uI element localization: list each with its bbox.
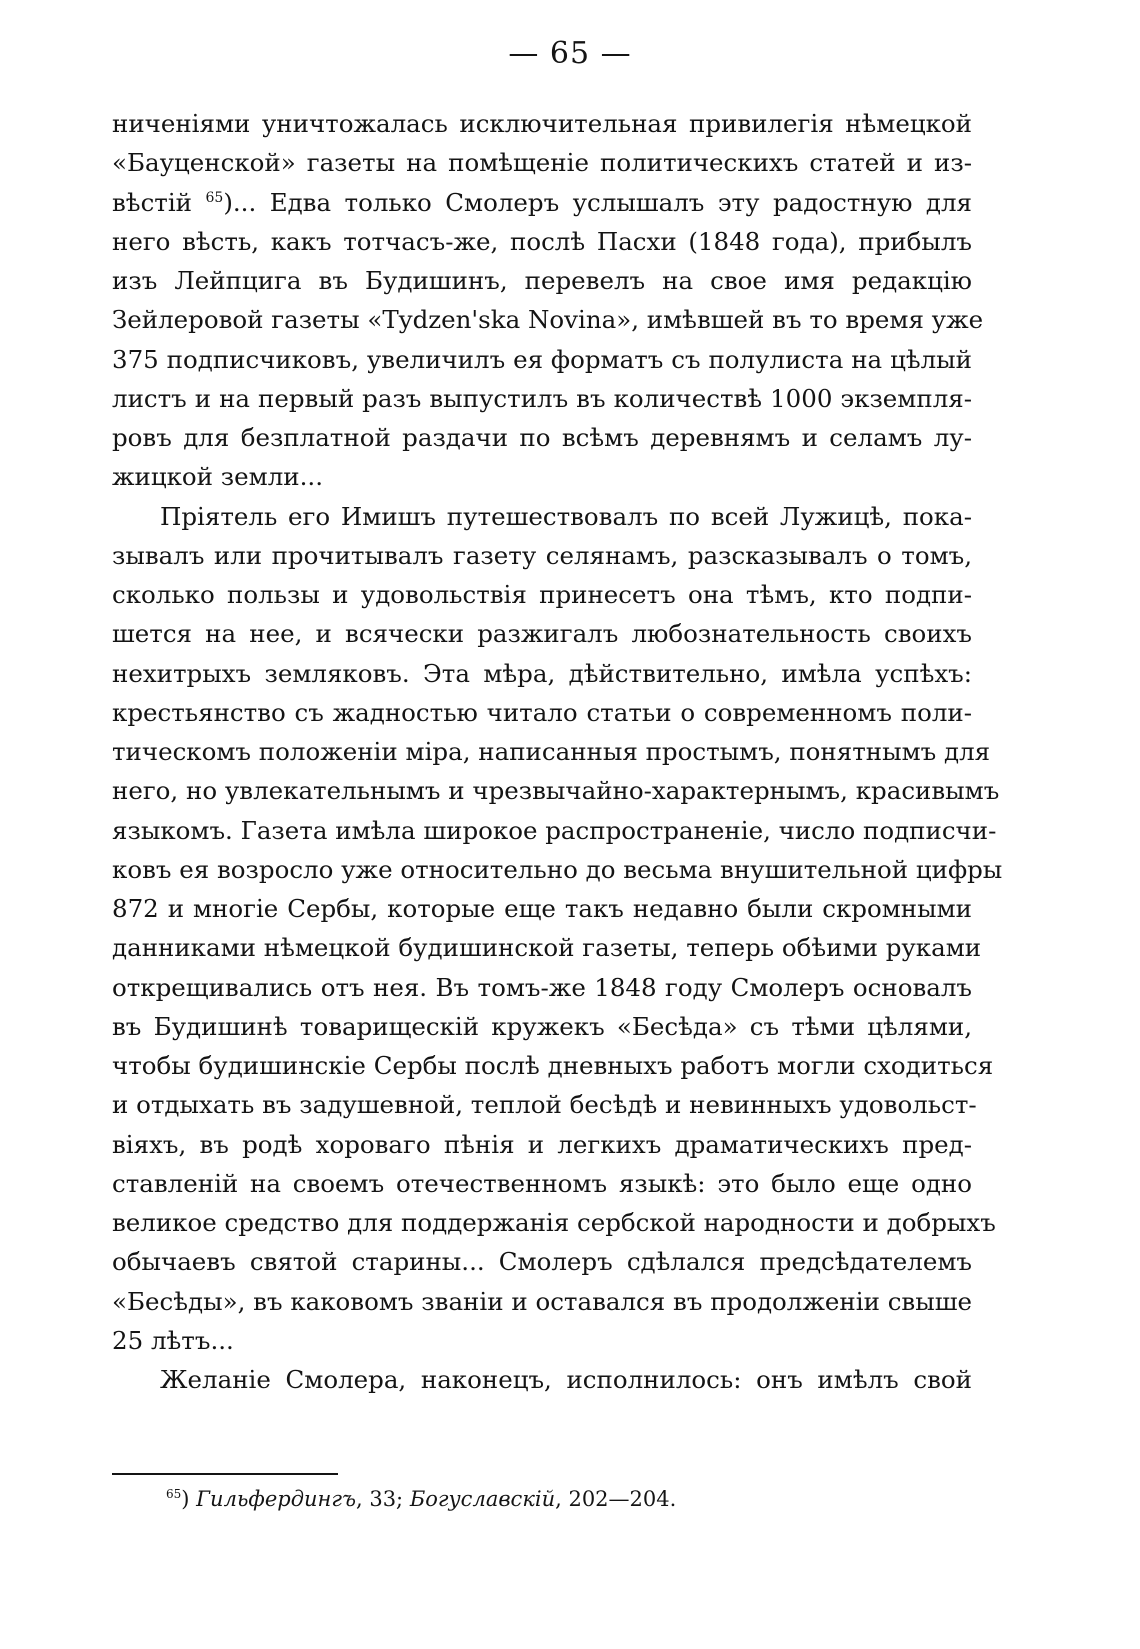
text-line: изъ Лейпцига въ Будишинъ, перевелъ на свое имя редакцію [112, 266, 972, 295]
text-line: Желаніе Смолера, наконецъ, исполнилось: онъ имѣлъ свой [160, 1365, 972, 1394]
footnote-paren: ) [181, 1487, 197, 1511]
text-line: 872 и многіе Сербы, которые еще такъ недавно были скромными [112, 894, 972, 923]
text-line: обычаевъ святой старины... Смолеръ сдѣлался предсѣдателемъ [112, 1247, 972, 1277]
text-line: ковъ ея возросло уже относительно до весьма внушительной цифры [112, 854, 1003, 884]
text-line: въ Будишинѣ товарищескій кружекъ «Бесѣда» съ тѣми цѣлями, [112, 1011, 972, 1041]
text-fragment: )... Едва только Смолеръ услышалъ эту радостную для [223, 187, 973, 217]
text-line: него вѣсть, какъ тотчасъ-же, послѣ Пасхи (1848 года), прибылъ [112, 226, 972, 256]
text-line: и отдыхать въ задушевной, теплой бесѣдѣ и невинныхъ удовольст- [112, 1090, 977, 1120]
text-line: шется на нее, и всячески разжигалъ любознательность своихъ [112, 619, 972, 649]
text-line: нехитрыхъ земляковъ. Эта мѣра, дѣйствительно, имѣла успѣхъ: [112, 658, 972, 688]
footnote-reference-text: , 33; [355, 1487, 410, 1511]
text-line: віяхъ, въ родѣ хороваго пѣнія и легкихъ драматическихъ пред- [112, 1129, 972, 1159]
paragraph [112, 497, 1003, 1361]
text-line: данниками нѣмецкой будишинской газеты, теперь обѣими руками [112, 933, 982, 963]
text-line: 25 лѣтъ... [112, 1325, 234, 1355]
page-number: — 65 — [508, 36, 632, 71]
paragraph [112, 104, 984, 497]
text-line: Пріятель его Имишъ путешествовалъ по всей Лужицѣ, пока- [160, 501, 972, 531]
footnote-reference-text: , 202—204. [555, 1487, 677, 1511]
paragraph [112, 1360, 972, 1399]
text-line: «Бесѣды», въ каковомъ званіи и оставался въ продолженіи свыше [112, 1286, 972, 1316]
footnote-divider [112, 1473, 338, 1475]
body-text [112, 104, 1003, 1399]
text-line: чтобы будишинскіе Сербы послѣ дневныхъ работъ могли сходиться [112, 1051, 994, 1080]
text-line: него, но увлекательнымъ и чрезвычайно-характернымъ, красивымъ [112, 776, 1000, 806]
text-line: жицкой земли... [112, 462, 323, 492]
text-line: зывалъ или прочитывалъ газету селянамъ, разсказывалъ о томъ, [112, 540, 972, 570]
text-line: листъ и на первый разъ выпустилъ въ количествѣ 1000 экземпля- [112, 383, 972, 413]
text-fragment: вѣстій [112, 187, 206, 217]
text-line: Зейлеровой газеты «Tydzen'ska Novina», имѣвшей въ то время уже [112, 305, 984, 335]
text-line: тическомъ положеніи міра, написанныя простымъ, понятнымъ для [112, 737, 991, 766]
text-line: ниченіями уничтожалась исключительная привилегія нѣмецкой [112, 109, 972, 138]
footnote [166, 1482, 676, 1516]
text-line: великое средство для поддержанія сербской народности и добрыхъ [112, 1208, 996, 1237]
footnote-author: Богуславскій [409, 1487, 556, 1511]
footnote-reference[interactable]: 65 [205, 189, 224, 206]
text-line: языкомъ. Газета имѣла широкое распространеніе, число подписчи- [112, 815, 997, 845]
text-line: ставленій на своемъ отечественномъ языкѣ: это было еще одно [112, 1168, 972, 1198]
text-line: сколько пользы и удовольствія принесетъ она тѣмъ, кто подпи- [112, 580, 972, 609]
text-line [112, 183, 972, 222]
text-line: 375 подписчиковъ, увеличилъ ея форматъ съ полулиста на цѣлый [112, 344, 972, 374]
text-line: «Бауценской» газеты на помѣщеніе политическихъ статей и из- [112, 148, 972, 178]
text-line: ровъ для безплатной раздачи по всѣмъ деревнямъ и селамъ лу- [112, 423, 972, 452]
text-line: крестьянство съ жадностью читало статьи о современномъ поли- [112, 697, 972, 727]
footnote-author: Гильфердингъ [196, 1487, 356, 1511]
text-line: открещивались отъ нея. Въ томъ-же 1848 году Смолеръ основалъ [112, 972, 972, 1002]
footnote-number: 65 [166, 1487, 182, 1501]
